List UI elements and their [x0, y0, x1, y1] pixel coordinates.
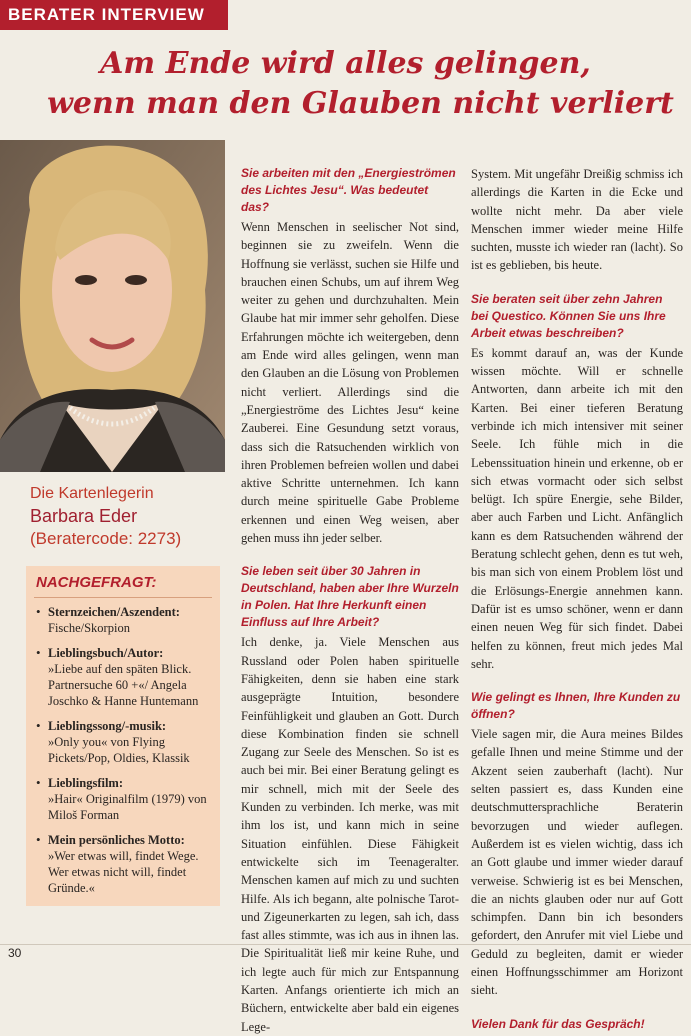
list-item: [36, 604, 214, 636]
page-number: 30: [8, 946, 22, 960]
question-1: Sie arbeiten mit den „Energieströmen des Lichtes Jesu“. Was bedeutet das?: [241, 166, 456, 214]
portrait-photo: [0, 140, 225, 472]
closing-line: Vielen Dank für das Gespräch!: [471, 1016, 645, 1031]
question-3: Sie beraten seit über zehn Jahren bei Questico. Können Sie uns Ihre Arbeit etwas beschreiben?: [471, 291, 666, 340]
list-item: [36, 832, 214, 896]
caption-role: Die Kartenlegerin: [30, 485, 154, 502]
list-item: [36, 718, 214, 766]
item-value: Fische/Skorpion: [48, 621, 130, 635]
answer-4: Viele sagen mir, die Aura meines Bildes gefalle Ihnen und meine Stimme und der Akzent seien zauberhaft (lacht). Nur selten passiert es, dass Kunden eine deutschmuttersprachliche Beraterin bevorzugen und wieder auflegen. Außerdem ist es vielen wichtig, dass ich an Gott glaube und immer wieder darauf verweise. Schwierig ist es bei Menschen, die an nichts glauben oder nur auf Gott schimpfen. Dann bin ich besonders gefordert, den Anrufer mit viel Liebe und Geduld zu begleiten, damit er wieder einen Hoffnungsschimmer am Horizont sieht.: [471, 727, 683, 998]
item-label: • Sternzeichen/Aszendent:: [48, 605, 180, 619]
item-label: • Lieblingsfilm:: [48, 776, 124, 790]
article-column-2: [471, 165, 683, 1035]
caption-code: (Beratercode: 2273): [30, 529, 182, 548]
item-value: »Only you« von Flying Pickets/Pop, Oldies, Klassik: [48, 735, 190, 765]
headline-line-2: wenn man den Glauben nicht verliert: [47, 86, 674, 121]
caption-name: Barbara Eder: [30, 506, 138, 526]
paragraph-gap: [471, 275, 683, 291]
nachgefragt-title: NACHGEFRAGT:: [36, 574, 157, 591]
list-item: [36, 775, 214, 823]
headline: [0, 44, 691, 124]
portrait-illustration: [0, 140, 225, 472]
nachgefragt-list: [36, 604, 214, 896]
paragraph-gap: [241, 547, 459, 563]
headline-line-1: Am Ende wird alles gelingen,: [100, 46, 591, 81]
answer-1: Wenn Menschen in seelischer Not sind, beginnen sie zu zweifeln. Wenn die Hoffnung sie verlässt, suchen sie Hilfe und brauchen einen Schubs, um auf ihrem Weg weiter zu gehen und durchzuhalten. Mein Glaube hat mir immer sehr geholfen. Diese Erfahrungen möchte ich weitergeben, denn am Ende wird alles gelingen, wenn man den Glauben an die Lösung von Problemen nicht verliert. Allerdings sind die „Energieströme des Lichtes Jesu“ keine Zauberei. Eine Gesundung setzt voraus, dass sich die Ratsuchenden wirklich von ihren Problemen befreien wollen und dabei aktive Schritte unternehmen. Ich kann durch meine spirituelle Gabe Probleme erkennen und einen Weg weisen, aber gehen muss ihn jeder selber.: [241, 220, 459, 546]
section-tag: BERATER INTERVIEW: [0, 0, 228, 30]
paragraph-gap: [471, 1000, 683, 1016]
item-label: • Mein persönliches Motto:: [48, 833, 185, 847]
answer-3: Es kommt darauf an, was der Kunde wissen möchte. Will er schnelle Antworten, dann arbeite ich mit den Karten. Bei einer tieferen Beratung verbinde ich mich intensiver mit seiner Seele. Ich fühle mich in die Lebenssituation hinein und erkenne, ob er sich etwas vormacht oder sich selbst belügt. Ich spüre Energie, sehe Bilder, aber auch Farben und Licht. Anfänglich kann es dem Ratsuchenden während der Beratung schlecht gehen, denn es tut weh, bis man sich von einem Problem löst und die Erlösungs-Energie annehmen kann. Dafür ist es umso schöner, wenn er dann einen neuen Weg für sich findet. Dabei helfen zu können, freut mich jedes Mal sehr.: [471, 345, 683, 671]
item-label: • Lieblingssong/-musik:: [48, 719, 167, 733]
item-value: »Wer etwas will, findet Wege. Wer etwas nicht will, findet Gründe.«: [48, 849, 199, 895]
question-2: Sie leben seit über 30 Jahren in Deutschland, haben aber Ihre Wurzeln in Polen. Hat Ihre Herkunft einen Einfluss auf Ihre Arbeit?: [241, 564, 459, 630]
nachgefragt-box: [26, 566, 220, 906]
answer-2-continued: System. Mit ungefähr Dreißig schmiss ich allerdings die Karten in die Ecke und wollte nicht mehr. Da aber viele Menschen immer wieder meine Hilfe suchten, musste ich wieder ran (lacht). So ist es geblieben, bis heute.: [471, 167, 683, 273]
item-value: »Liebe auf den späten Blick. Partnersuche 60 +«/ Angela Joschko & Hanne Huntemann: [48, 662, 199, 708]
article-column-1: [241, 165, 459, 1036]
portrait-caption: [30, 484, 220, 550]
nachgefragt-divider: [34, 597, 212, 598]
answer-2: Ich denke, ja. Viele Menschen aus Russland oder Polen haben spirituelle Fähigkeiten, denn sie haben eine stark ausgeprägte Intuition, besondere Feinfühligkeit und glauben an Gott. Durch diese Kombination finden sie schnell Zugang zur Seele des Menschen. So ist es auch bei mir. Bei einer Beratung gelingt es mir schnell, mich mit der Seele des Kunden zu verbinden. Ich merke, was mit ihm los ist, und kann mich in seine Situation einfühlen. Diese Fähigkeit entwickelte sich im Teenageralter. Menschen kamen auf mich zu und suchten Hilfe. Als ich begann, alte polnische Tarot- und Zigeunerkarten zu legen, sah ich, dass fast alles stimmte, was ich aus in ihnen las. Die Spiritualität ließ mir keine Ruhe, und ich legte auch für mich zur Entspannung Karten. Anfangs orientierte ich mich an Büchern, entwickelte aber bald ein eigenes Lege-: [241, 635, 459, 1034]
question-4: Wie gelingt es Ihnen, Ihre Kunden zu öffnen?: [471, 690, 681, 722]
item-label: • Lieblingsbuch/Autor:: [48, 646, 164, 660]
footer-divider: [0, 944, 691, 945]
item-value: »Hair« Originalfilm (1979) von Miloš Forman: [48, 792, 207, 822]
paragraph-gap: [471, 673, 683, 689]
list-item: [36, 645, 214, 709]
